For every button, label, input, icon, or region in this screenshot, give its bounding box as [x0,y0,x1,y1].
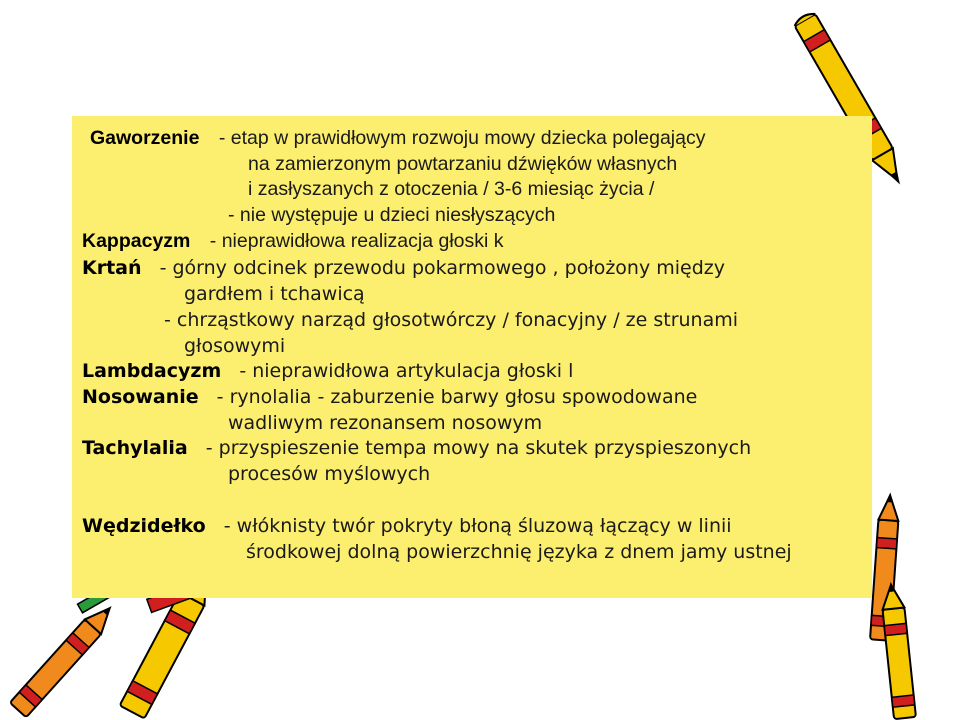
term-nosowanie: Nosowanie [82,386,199,408]
entry-wedzidelko-row [82,514,732,538]
definition-line: - nieprawidłowa artykulacja głoski l [239,360,574,382]
definition-line: - nie występuje u dzieci niesłyszących [228,204,556,226]
definition-line: - włóknisty twór pokryty błoną śluzową łączący w linii [223,515,732,537]
definition-line: - etap w prawidłowym rozwoju mowy dziecka polegający [218,127,706,149]
definition-line: wadliwym rezonansem nosowym [228,412,543,434]
term-lambdacyzm: Lambdacyzm [82,360,222,382]
term-tachylalia: Tachylalia [82,437,188,459]
entry-nosowanie-row [82,385,697,409]
entry-gaworzenie-row [90,126,706,150]
definition-line: - przyspieszenie tempa mowy na skutek przyspieszonych [205,437,752,459]
entry-kappacyzm-row [82,229,504,253]
entry-krtan-row [82,256,725,280]
definition-line: procesów myślowych [228,463,431,485]
term-wedzidelko: Wędzidełko [82,515,206,537]
definition-line: i zasłyszanych z otoczenia / 3-6 miesiąc życia / [248,178,655,200]
definition-line: gardłem i tchawicą [184,283,365,305]
entry-tachylalia-row [82,436,751,460]
definition-line: środkowej dolną powierzchnię języka z dnem jamy ustnej [246,541,792,563]
crayon-orange-bottom-left-icon [10,599,120,718]
definition-line: - nieprawidłowa realizacja głoski k [209,230,504,252]
crayon-yellow-bottom-right-icon [880,581,916,720]
term-gaworzenie: Gaworzenie [90,127,200,149]
term-kappacyzm: Kappacyzm [82,230,191,252]
definition-line: głosowymi [184,335,286,357]
term-krtan: Krtań [82,257,142,279]
definition-line: - chrząstkowy narząd głosotwórczy / fonacyjny / ze strunami [164,309,739,331]
definition-line: na zamierzonym powtarzaniu dźwięków własnych [248,153,678,175]
definitions-panel [72,116,872,598]
entry-lambdacyzm-row [82,359,573,383]
definition-line: - górny odcinek przewodu pokarmowego , położony między [159,257,726,279]
definition-line: - rynolalia - zaburzenie barwy głosu spowodowane [216,386,698,408]
